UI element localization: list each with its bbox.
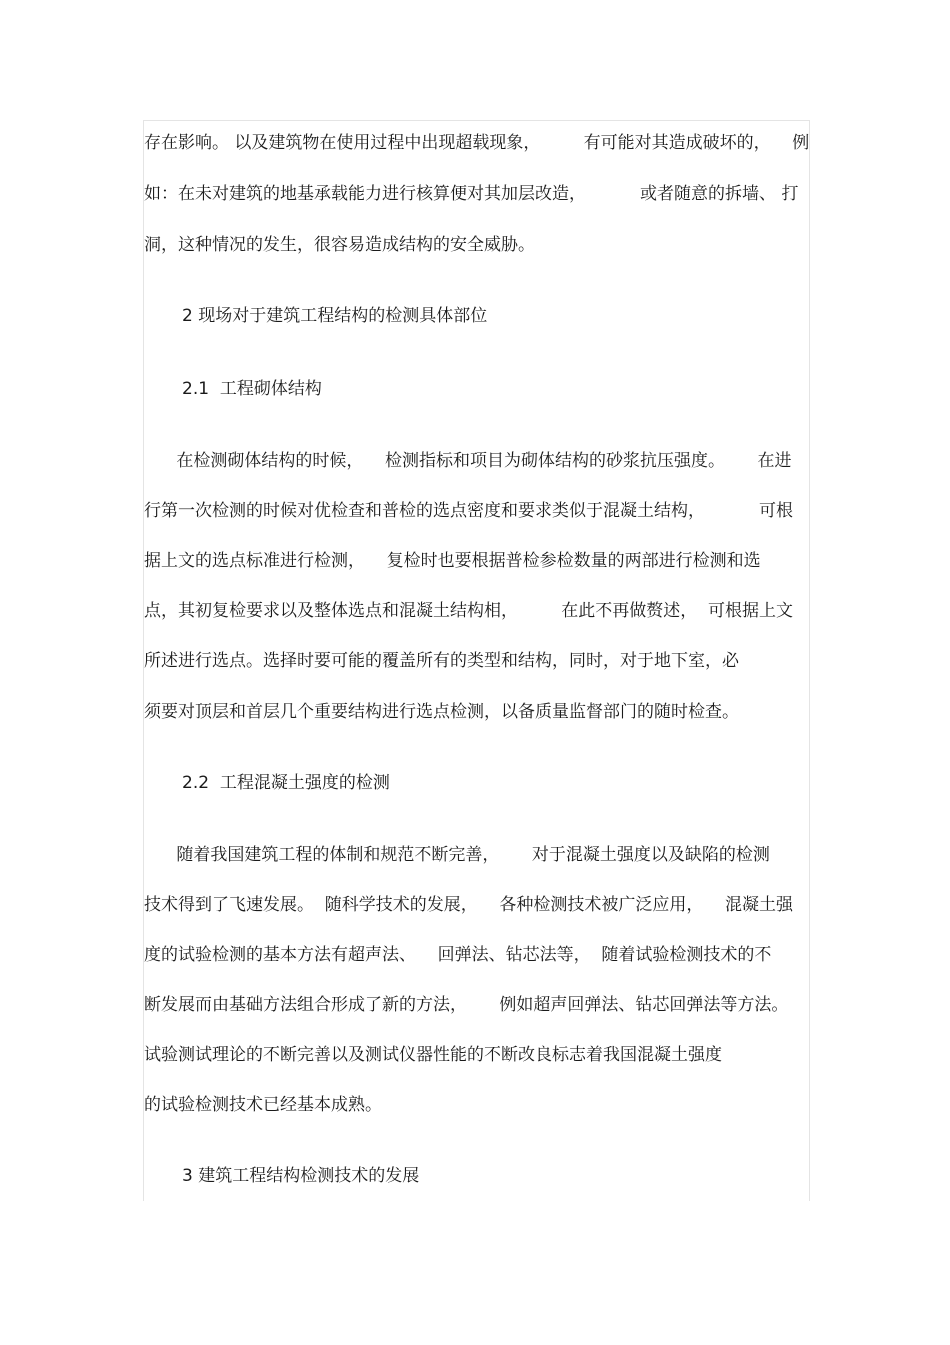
paragraph-2-line-3: 据上文的选点标准进行检测， 复检时也要根据普检参检数量的两部进行检测和选 xyxy=(144,551,761,571)
section-heading-2-2: 2.2 工程混凝土强度的检测 xyxy=(182,773,390,793)
section-heading-2: 2 现场对于建筑工程结构的检测具体部位 xyxy=(182,306,488,326)
section-heading-3: 3 建筑工程结构检测技术的发展 xyxy=(182,1166,420,1186)
paragraph-2-line-6: 须要对顶层和首层几个重要结构进行选点检测，以备质量监督部门的随时检查。 xyxy=(144,702,739,722)
section-heading-2-1: 2.1 工程砌体结构 xyxy=(182,379,322,399)
paragraph-3-line-1: 随着我国建筑工程的体制和规范不断完善， 对于混凝土强度以及缺陷的检测 xyxy=(144,845,770,865)
paragraph-2-line-5: 所述进行选点。选择时要可能的覆盖所有的类型和结构，同时，对于地下室，必 xyxy=(144,651,739,671)
paragraph-1-line-1: 存在影响。 以及建筑物在使用过程中出现超载现象， 有可能对其造成破坏的， 例 xyxy=(144,133,810,153)
paragraph-2-line-4: 点，其初复检要求以及整体选点和混凝土结构相， 在此不再做赘述， 可根据上文 xyxy=(144,601,794,621)
paragraph-3-line-3: 度的试验检测的基本方法有超声法、 回弹法、钻芯法等， 随着试验检测技术的不 xyxy=(144,945,772,965)
paragraph-1-line-2: 如：在未对建筑的地基承载能力进行核算便对其加层改造， 或者随意的拆墙、 打 xyxy=(144,184,799,204)
paragraph-2-line-2: 行第一次检测的时候对优检查和普检的选点密度和要求类似于混凝土结构， 可根 xyxy=(144,501,794,521)
paragraph-3-line-4: 断发展而由基础方法组合形成了新的方法， 例如超声回弹法、钻芯回弹法等方法。 xyxy=(144,995,789,1015)
paragraph-3-line-6: 的试验检测技术已经基本成熟。 xyxy=(144,1095,382,1115)
paragraph-3-line-2: 技术得到了飞速发展。 随科学技术的发展， 各种检测技术被广泛应用， 混凝土强 xyxy=(144,895,794,915)
paragraph-2-line-1: 在检测砌体结构的时候， 检测指标和项目为砌体结构的砂浆抗压强度。 在进 xyxy=(144,451,792,471)
paragraph-3-line-5: 试验测试理论的不断完善以及测试仪器性能的不断改良标志着我国混凝土强度 xyxy=(144,1045,722,1065)
paragraph-1-line-3: 洞，这种情况的发生，很容易造成结构的安全威胁。 xyxy=(144,235,535,255)
